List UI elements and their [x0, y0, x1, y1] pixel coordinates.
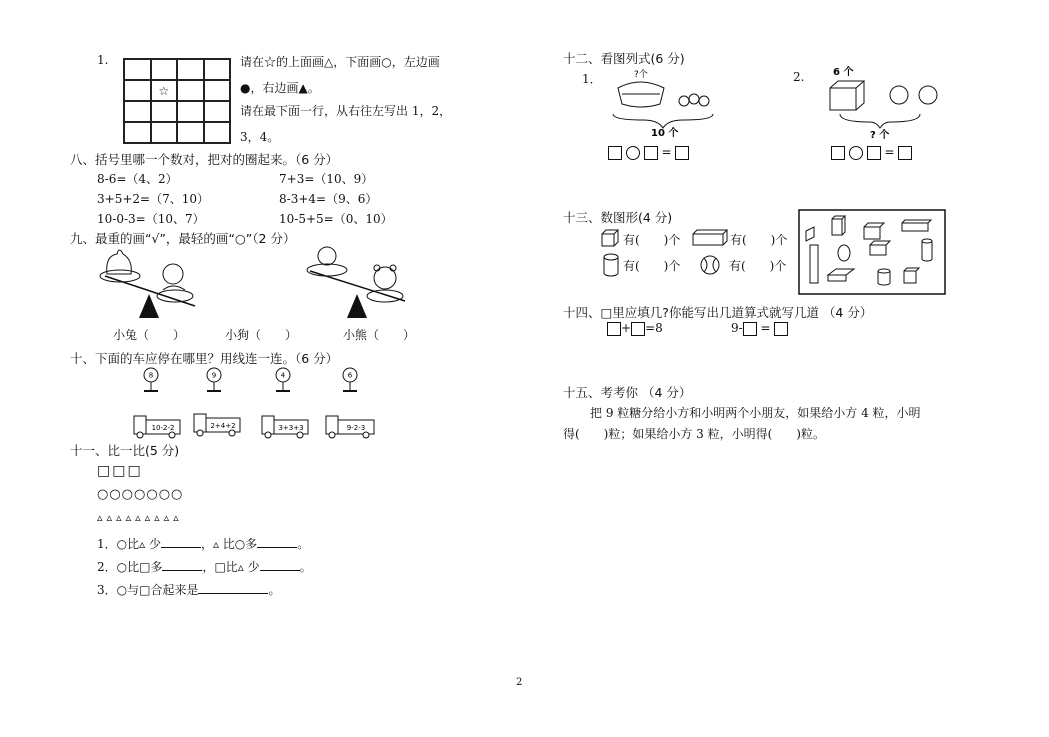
svg-text:6: 6 — [347, 371, 353, 380]
section-13-title: 十三、数图形(4 分) — [563, 210, 673, 225]
ball-icon — [699, 254, 723, 278]
cube-icon — [600, 228, 620, 248]
svg-text:10-2-2: 10-2-2 — [151, 424, 175, 432]
q1-line1: 请在☆的上面画△，下面画○，左边画 — [240, 55, 440, 69]
section-8-title: 八、括号里哪一个数对，把对的圈起来。（6 分） — [70, 152, 339, 167]
answer-box[interactable] — [867, 146, 881, 160]
answer-blank[interactable] — [260, 570, 300, 571]
s12-problem-1-number: 1． — [582, 72, 602, 86]
operator-circle[interactable] — [849, 146, 863, 160]
s11-question-1: 1．○比▵ 少 ，▵ 比○多 。 — [97, 537, 310, 551]
page-number: 2 — [516, 677, 523, 688]
answer-box[interactable] — [743, 322, 757, 336]
triangles-row: ▵▵▵▵▵▵▵▵▵ — [97, 511, 183, 524]
s12-equation-1: = — [608, 145, 689, 160]
s8-item-4: 8-3+4=（9、6） — [279, 192, 378, 206]
svg-text:?个: ?个 — [634, 70, 648, 80]
truck-3 — [262, 416, 308, 438]
section-12-title: 十二、看图列式(6 分) — [563, 51, 685, 66]
basket-apples-illustration — [608, 66, 728, 142]
svg-text:9-2-3: 9-2-3 — [346, 424, 366, 432]
svg-text:10 个: 10 个 — [651, 128, 679, 139]
q1-line3: 请在最下面一行，从右往左写出 1，2， — [240, 104, 452, 118]
dog-label: 小狗（ ） — [225, 328, 298, 342]
right-balance-scale — [307, 247, 405, 318]
left-balance-scale — [100, 250, 195, 318]
cube-count: 有( )个 — [623, 233, 681, 247]
s14-equation-2: 9- = — [731, 321, 788, 336]
squares-row: □□□ — [97, 463, 143, 479]
answer-blank[interactable] — [198, 593, 268, 594]
s15-line1: 把 9 粒糖分给小方和小明两个小朋友，如果给小方 4 粒，小明 — [590, 406, 921, 420]
cube-apples-illustration — [826, 62, 956, 144]
cylinder-count: 有( )个 — [623, 259, 681, 273]
s8-item-6: 10-5+5=（0、10） — [279, 212, 393, 226]
answer-box[interactable] — [774, 322, 788, 336]
svg-text:2+4+2: 2+4+2 — [210, 422, 236, 430]
cylinder-icon — [602, 252, 622, 278]
answer-box[interactable] — [898, 146, 912, 160]
svg-text:4: 4 — [280, 371, 286, 380]
truck-2 — [194, 414, 240, 436]
section-14-title: 十四、□里应填几?你能写出几道算式就写几道 （4 分） — [563, 305, 873, 320]
s8-item-2: 7+3=（10、9） — [279, 172, 374, 186]
s15-line2: 得( )粒；如果给小方 3 粒，小明得( )粒。 — [563, 427, 825, 441]
svg-text:3+3+3: 3+3+3 — [278, 424, 304, 432]
section-9-title: 九、最重的画“√”，最轻的画“○”（2 分） — [70, 231, 296, 246]
answer-blank[interactable] — [257, 547, 297, 548]
star-cell: ☆ — [151, 80, 178, 101]
truck-4 — [326, 416, 374, 438]
svg-text:8: 8 — [148, 371, 154, 380]
answer-blank[interactable] — [161, 547, 201, 548]
section-10-title: 十、下面的车应停在哪里？用线连一连。（6 分） — [70, 351, 339, 366]
svg-text:? 个: ? 个 — [870, 130, 890, 141]
section-11-title: 十一、比一比(5 分) — [70, 443, 180, 458]
operator-circle[interactable] — [626, 146, 640, 160]
answer-box[interactable] — [675, 146, 689, 160]
parking-sign-1 — [144, 368, 158, 391]
truck-1 — [134, 416, 180, 438]
answer-box[interactable] — [644, 146, 658, 160]
ball-count: 有( )个 — [729, 259, 787, 273]
answer-box[interactable] — [831, 146, 845, 160]
s8-item-5: 10-0-3=（10、7） — [97, 212, 205, 226]
s12-equation-2: = — [831, 145, 912, 160]
s12-problem-2-number: 2. — [793, 70, 805, 84]
answer-box[interactable] — [607, 322, 621, 336]
parking-sign-4 — [343, 368, 357, 391]
q1-line2: ●，右边画▲。 — [240, 81, 320, 95]
q1-number: 1. — [97, 53, 109, 67]
s11-question-3: 3．○与□合起来是 。 — [97, 583, 281, 597]
svg-text:6 个: 6 个 — [833, 67, 854, 78]
parking-sign-3 — [276, 368, 290, 391]
s11-question-2: 2．○比□多 ，□比▵ 少 。 — [97, 560, 312, 574]
answer-box[interactable] — [608, 146, 622, 160]
parking-sign-2 — [207, 368, 221, 391]
s8-item-3: 3+5+2=（7、10） — [97, 192, 209, 206]
position-grid — [123, 58, 231, 144]
cuboid-count: 有( )个 — [730, 233, 788, 247]
s14-equation-1: + =8 — [607, 321, 663, 336]
s8-item-1: 8-6=（4、2） — [97, 172, 178, 186]
rabbit-label: 小兔（ ） — [113, 328, 186, 342]
bear-label: 小熊（ ） — [343, 328, 416, 342]
q1-line4: 3，4。 — [240, 130, 280, 144]
balance-scales-illustration — [95, 246, 435, 324]
answer-box[interactable] — [631, 322, 645, 336]
cuboid-icon — [691, 228, 731, 248]
svg-text:9: 9 — [211, 371, 217, 380]
circles-row: ○○○○○○○ — [97, 487, 184, 502]
answer-blank[interactable] — [162, 570, 202, 571]
shapes-picture-box — [798, 209, 946, 295]
section-15-title: 十五、考考你 （4 分） — [563, 385, 692, 400]
parking-signs-and-trucks — [130, 364, 380, 440]
